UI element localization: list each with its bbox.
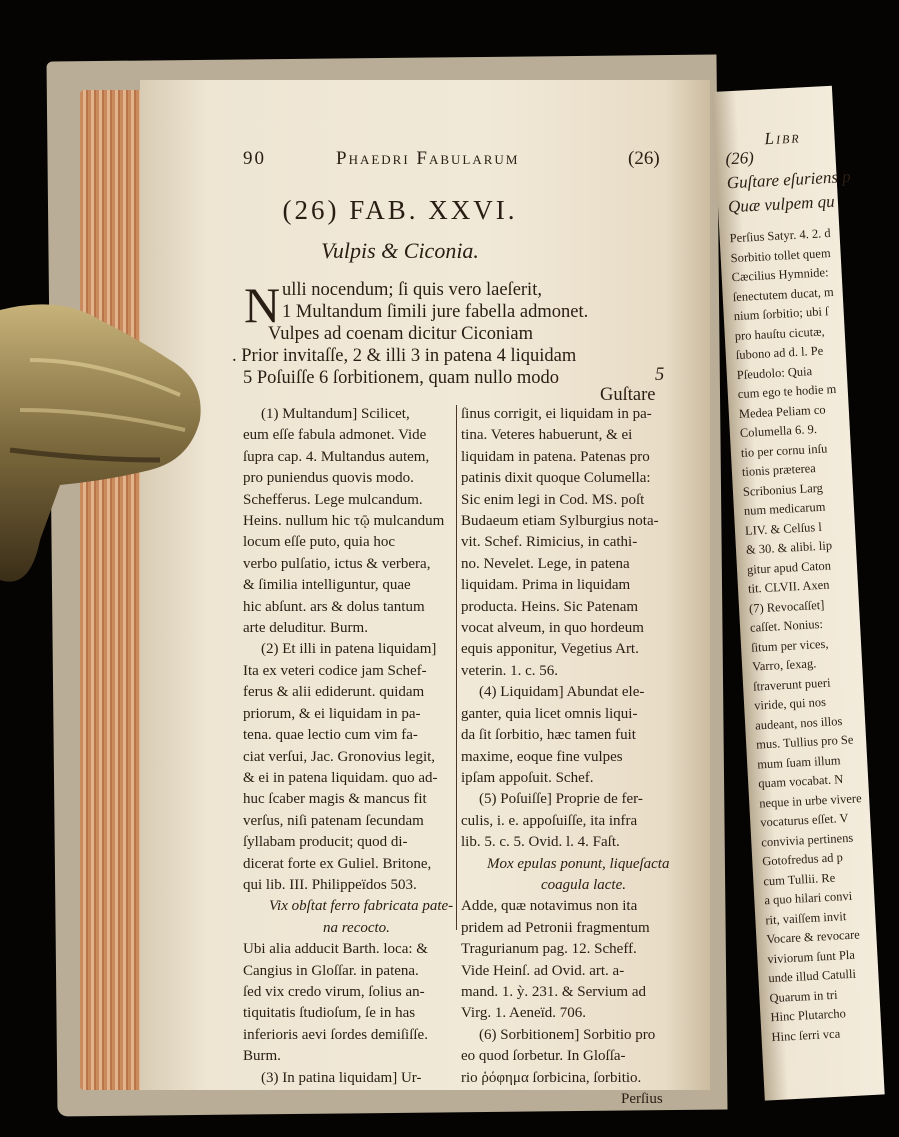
note-line: eum eſſe fabula admonet. Vide	[243, 427, 427, 444]
page-number: 90	[243, 148, 266, 169]
note-line: lib. 5. c. 5. Ovid. l. 4. Faſt.	[461, 834, 620, 851]
note-line: no. Nevelet. Lege, in patena	[461, 555, 630, 572]
facing-line: rit, vaiſſem invit	[765, 908, 847, 927]
facing-line: mus. Tullius pro Se	[755, 732, 854, 752]
facing-line: convivia pertinens	[760, 830, 854, 849]
note-line: huc ſcaber magis & mancus fit	[243, 791, 427, 808]
note-line: & ei in patena liquidam. quo ad-	[243, 769, 438, 786]
facing-line: Scribonius Larg	[742, 480, 824, 499]
note-line: Burm.	[243, 1048, 281, 1065]
note-line: Virg. 1. Aeneïd. 706.	[461, 1005, 587, 1022]
facing-line: num medicarum	[743, 499, 826, 518]
facing-line: unde illud Catulli	[768, 966, 857, 986]
facing-line: ſtraverunt pueri	[752, 675, 831, 694]
facing-line: nium ſorbitio; ubi ſ	[733, 304, 829, 324]
note-line: Vix obſtat ferro fabricata pate-	[269, 898, 454, 915]
note-line: tiquitatis ſtudioſum, ſe in has	[243, 1005, 416, 1022]
facing-line: vocaturus eſſet. V	[759, 810, 849, 830]
note-line: Adde, quæ notavimus non ita	[461, 898, 638, 915]
facing-line: gitur apud Caton	[746, 557, 832, 577]
note-line: ſed vix credo virum, ſolius an-	[243, 983, 425, 1000]
note-line: Heins. nullum hic τῷ mulcandum	[243, 513, 445, 530]
facing-line: Hinc ſerri vca	[771, 1026, 841, 1044]
facing-line: Sorbitio tollet quem	[730, 245, 831, 265]
facing-line: viride, qui nos	[753, 694, 827, 713]
verse-line: . Prior invitaſſe, 2 & illi 3 in patena 4 liquidam	[232, 346, 577, 366]
drop-cap: N	[244, 277, 281, 333]
note-line: Cangius in Gloſſar. in patena.	[243, 962, 419, 979]
running-title: Phaedri Fabularum	[336, 148, 520, 169]
note-line: maxime, eoque fine vulpes	[461, 748, 623, 765]
notes-column-left	[243, 404, 453, 1089]
note-line: (6) Sorbitionem] Sorbitio pro	[479, 1026, 656, 1043]
facing-line: caſſet. Nonius:	[749, 616, 824, 635]
facing-line: audeant, nos illos	[754, 713, 843, 733]
facing-line: ſubono ad d. l. Pe	[735, 343, 824, 363]
facing-line: Guſtare eſuriens p	[726, 166, 852, 193]
note-line: Ubi alia adducit Barth. loca: &	[243, 941, 428, 958]
note-line: na recocto.	[323, 919, 390, 936]
note-line: vit. Schef. Rimicius, in cathi-	[461, 534, 638, 551]
note-line: (5) Poſuiſſe] Proprie de fer-	[479, 791, 643, 808]
note-line: veterin. 1. c. 56.	[461, 662, 559, 679]
note-line: pro puniendus quovis modo.	[243, 470, 414, 487]
facing-line: Cæcilius Hymnide:	[731, 265, 829, 285]
note-line: culis, i. e. appoſuiſſe, ita infra	[461, 812, 638, 829]
note-line: inferioris aevi ſordes demiſiſſe.	[243, 1026, 428, 1043]
facing-line: tit. CLVII. Axen	[747, 577, 830, 596]
note-line: hic abſunt. ars & dolus tantum	[243, 598, 425, 615]
verse-line: Vulpes ad coenam dicitur Ciconiam	[268, 324, 534, 344]
facing-line: Pſeudolo: Quia	[736, 363, 813, 382]
note-line: priorum, & ei liquidam in pa-	[243, 705, 421, 722]
verse-line: 1 Multandum ſimili jure fabella admonet.	[282, 302, 589, 322]
note-line: producta. Heins. Sic Patenam	[461, 598, 639, 615]
note-line: liquidam. Prima in liquidam	[461, 577, 631, 594]
note-line: (1) Multandum] Scilicet,	[261, 406, 410, 422]
facing-line: cum Tullii. Re	[762, 870, 836, 888]
catchword: Guſtare	[600, 385, 656, 405]
facing-line: (26)	[725, 147, 755, 169]
facing-line: viviorum ſunt Pla	[767, 947, 856, 966]
fable-subtitle: Vulpis & Ciconia.	[321, 238, 479, 263]
facing-line: pro hauſtu cicutæ,	[734, 323, 825, 343]
note-line: verſus, niſi patenam ſecundam	[243, 812, 424, 829]
note-line: Schefferus. Lege mulcandum.	[243, 491, 423, 508]
notes-column-right	[461, 404, 670, 1110]
fable-ref: (26)	[628, 148, 660, 169]
note-line: verbo pulſatio, ictus & verbera,	[243, 555, 431, 572]
brass-page-clip	[0, 300, 210, 590]
note-line: ferus & alii ediderunt. quidam	[243, 684, 425, 701]
facing-line: LIV. & Celſus l	[744, 519, 823, 538]
column-rule	[456, 405, 457, 930]
facing-line: ſitum per vices,	[750, 636, 829, 655]
note-line: ſupra cap. 4. Multandus autem,	[243, 448, 430, 465]
facing-running-title: Libr	[764, 127, 802, 149]
note-line: (2) Et illi in patena liquidam]	[261, 641, 437, 658]
facing-line: Hinc Plutarcho	[770, 1006, 847, 1025]
note-line: pridem ad Petronii fragmentum	[461, 919, 650, 936]
note-line: coagula lacte.	[541, 876, 626, 893]
facing-line: Varro, ſexag.	[751, 656, 817, 674]
note-line: da ſit ſorbitio, hæc tamen fuit	[461, 727, 636, 744]
facing-line: Quæ vulpem qu	[727, 191, 836, 217]
facing-line: neque in urbe vivere	[758, 790, 862, 810]
note-line: Perſius	[621, 1091, 663, 1107]
facing-line: mum ſuam illum	[756, 752, 841, 772]
note-line: Sic enim legi in Cod. MS. poſt	[461, 491, 645, 508]
note-line: patinis dixit quoque Columella:	[461, 470, 651, 487]
note-line: ganter, quia licet omnis liqui-	[461, 705, 638, 722]
note-line: qui lib. III. Philippeïdos 503.	[243, 876, 417, 893]
note-line: rio ῥόφημα ſorbicina, ſorbitio.	[461, 1069, 642, 1086]
facing-line: Gotofredus ad p	[761, 850, 844, 869]
note-line: Tragurianum pag. 12. Scheff.	[461, 941, 637, 958]
note-line: ciat verſui, Jac. Gronovius legit,	[243, 748, 436, 765]
facing-line: cum ego te hodie m	[737, 381, 837, 402]
facing-line: ſenectutem ducat, m	[732, 284, 834, 304]
note-line: dicerat forte ex Guliel. Britone,	[243, 855, 432, 872]
note-line: ſyllabam producit; quod di-	[243, 834, 408, 851]
note-line: ipſam appoſuit. Schef.	[461, 769, 594, 786]
note-line: vocat alveum, in quo hordeum	[461, 620, 644, 637]
verse-line: ulli nocendum; ſi quis vero laeſerit,	[282, 280, 542, 300]
facing-line: Quarum in tri	[769, 987, 838, 1005]
note-line: Ita ex veteri codice jam Schef-	[243, 662, 427, 679]
note-line: liquidam in patena. Patenas pro	[461, 448, 650, 465]
note-line: ſinus corrigit, ei liquidam in pa-	[461, 406, 652, 422]
fable-title: (26) FAB. XXVI.	[282, 195, 518, 225]
verse-line-number: 5	[655, 365, 665, 385]
facing-line: Columella 6. 9.	[739, 421, 818, 440]
note-line: Vide Heinſ. ad Ovid. art. a-	[461, 962, 625, 979]
note-line: Budaeum etiam Sylburgius nota-	[461, 513, 659, 530]
note-line: & ſimilia intelliguntur, quae	[243, 577, 411, 594]
note-line: arte deluditur. Burm.	[243, 620, 368, 637]
note-line: (4) Liquidam] Abundat ele-	[479, 684, 645, 701]
note-line: tena. quae lectio cum vim fa-	[243, 727, 418, 744]
verse-line: 5 Poſuiſſe 6 ſorbitionem, quam nullo modo	[243, 368, 560, 388]
note-line: (3) In patina liquidam] Ur-	[261, 1069, 422, 1086]
facing-line: Vocare & revocare	[766, 927, 861, 947]
note-line: equis apponitur, Vegetius Art.	[461, 641, 639, 658]
facing-line: Medea Peliam co	[738, 402, 826, 421]
note-line: tina. Veteres habuerunt, & ei	[461, 427, 633, 444]
facing-line: a quo hilari convi	[764, 888, 853, 908]
facing-line: quam vocabat. N	[757, 772, 844, 791]
facing-line: Perſius Satyr. 4. 2. d	[729, 225, 831, 246]
facing-line: tio per cornu inſu	[740, 440, 828, 460]
facing-line: tionis præterea	[741, 461, 817, 479]
facing-line: (7) Revocaſſet]	[748, 597, 825, 616]
note-line: Mox epulas ponunt, liqueſacta	[487, 855, 670, 872]
facing-line: & 30. & alibi. lip	[745, 538, 833, 557]
note-line: locum eſſe puto, quia hoc	[243, 534, 396, 551]
note-line: mand. 1. ỳ. 231. & Servium ad	[461, 983, 646, 1000]
note-line: eo quod ſorbetur. In Gloſſa-	[461, 1048, 626, 1065]
